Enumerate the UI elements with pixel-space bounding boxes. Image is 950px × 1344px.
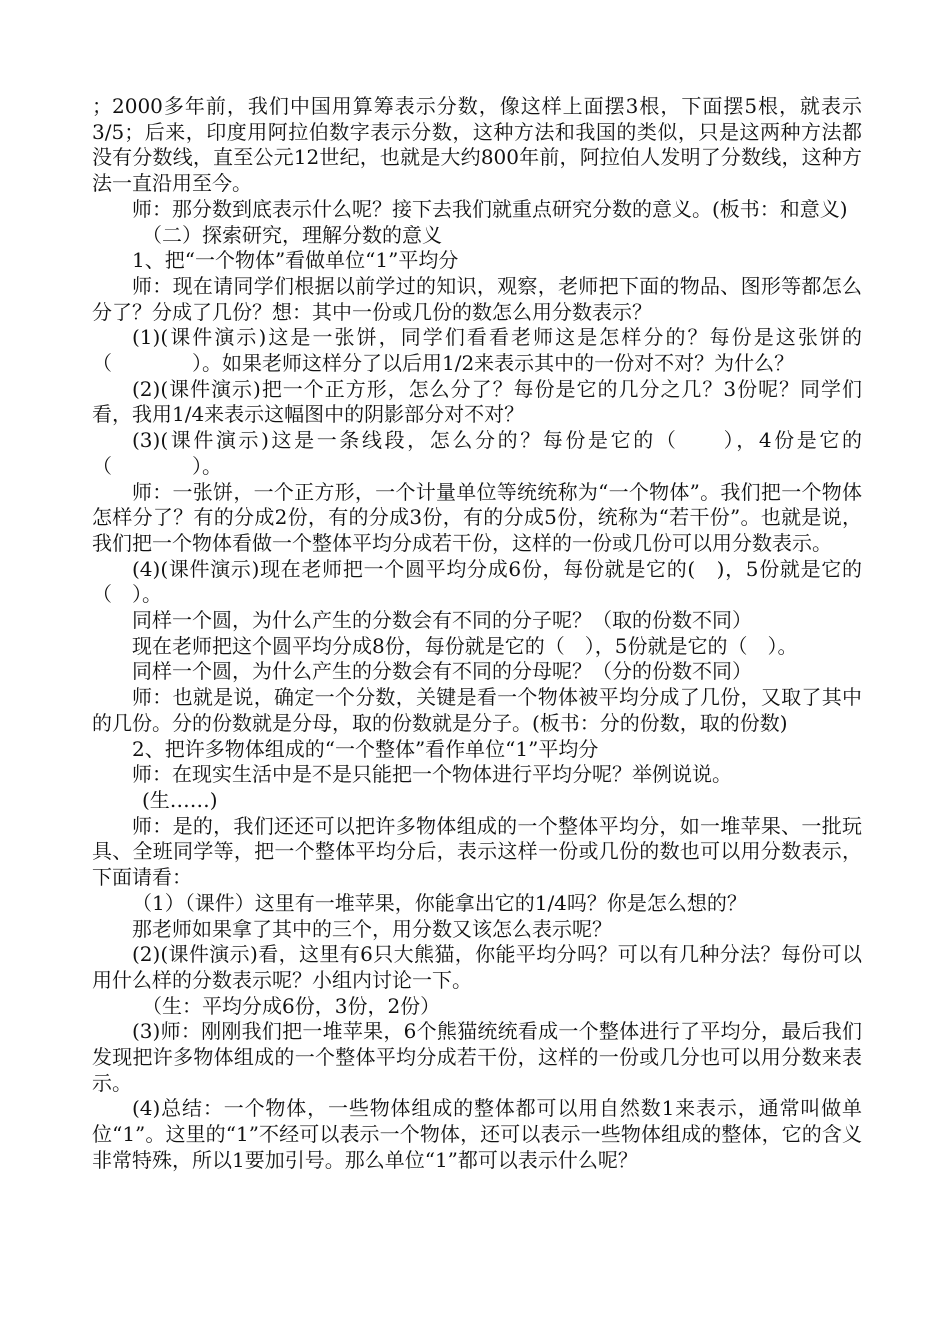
paragraph-segment: (3)(课件演示)这是一条线段，怎么分的？每份是它的（ ），4份是它的（ ）。 [92, 428, 862, 478]
paragraph-student-reply: (生……) [142, 787, 218, 812]
paragraph-denominator-question: 同样一个圆，为什么产生的分数会有不同的分母呢？（分的份数不同） [132, 659, 752, 684]
paragraph-apples: （1）（课件）这里有一堆苹果，你能拿出它的1/4吗？你是怎么想的？ [132, 890, 747, 915]
paragraph-history: ；2000多年前，我们中国用算筹表示分数，像这样上面摆3根，下面摆5根，就表示 3/5；后来，印度用阿拉伯数字表示分数，这种方法和我国的类似，只是这两种方法都没有分数线，直至公元12世纪，也就是大约800年前，阿拉伯人发明了分数线，这种方法一直沿用至今。 [92, 94, 882, 196]
paragraph-pandas: (2)(课件演示)看，这里有6只大熊猫，你能平均分吗？可以有几种分法？每份可以用什么样的分数表示呢？小组内讨论一下。 [92, 942, 862, 992]
paragraph-square: (2)(课件演示)把一个正方形，怎么分了？每份是它的几分之几？3份呢？同学们看，我用1/4来表示这幅图中的阴影部分对不对？ [92, 376, 862, 427]
subheading-one-object: 1、把“一个物体”看做单位“1”平均分 [132, 248, 459, 273]
paragraph-cake: (1)(课件演示)这是一张饼，同学们看看老师这是怎样分的？每份是这张饼的（ ）。如果老师这样分了以后用1/2来表示其中的一份对不对？为什么？ [92, 325, 862, 376]
subheading-whole: 2、把许多物体组成的“一个整体”看作单位“1”平均分 [132, 736, 599, 761]
lesson-text [92, 94, 882, 1174]
paragraph-observe: 师：现在请同学们根据以前学过的知识，观察，老师把下面的物品、图形等都怎么分了？分成了几份？想：其中一份或几份的数怎么用分数表示？ [92, 273, 862, 324]
paragraph-real-life: 师：在现实生活中是不是只能把一个物体进行平均分呢？举例说说。 [132, 762, 732, 787]
paragraph-apples-three: 那老师如果拿了其中的三个，用分数又该怎么表示呢？ [132, 916, 612, 941]
paragraph-teacher-question: 师：那分数到底表示什么呢？接下去我们就重点研究分数的意义。(板书：和意义) [132, 196, 848, 221]
paragraph-whole-summary: (3)师：刚刚我们把一堆苹果，6个熊猫统统看成一个整体进行了平均分，最后我们发现把许多物体组成的一个整体平均分成若干份，这样的一份或几分也可以用分数来表示。 [92, 1019, 862, 1095]
paragraph-fraction-key: 师：也就是说，确定一个分数，关键是看一个物体被平均分成了几份，又取了其中的几份。分的份数就是分母，取的份数就是分子。(板书：分的份数，取的份数) [92, 685, 862, 735]
paragraph-student-answer: （生：平均分成6份，3份，2份） [142, 993, 441, 1018]
paragraph-circle-eight: 现在老师把这个圆平均分成8份，每份就是它的（ ），5份就是它的（ ）。 [132, 633, 798, 658]
paragraph-one-object-summary: 师：一张饼，一个正方形，一个计量单位等统统称为“一个物体”。我们把一个物体怎样分了？有的分成2份，有的分成3份，有的分成5份，统称为“若干份”。也就是说，我们把一个物体看做一个整体平均分成若干份，这样的一份或几份可以用分数表示。 [92, 479, 862, 555]
section-heading-explore: （二）探索研究，理解分数的意义 [142, 222, 442, 247]
paragraph-unit-one: (4)总结：一个物体，一些物体组成的整体都可以用自然数1来表示，通常叫做单位“1”。这里的“1”不经可以表示一个物体，还可以表示一些物体组成的整体，它的含义非常特殊，所以1要加引号。那么单位“1”都可以表示什么呢？ [92, 1096, 862, 1172]
paragraph-circle-six: (4)(课件演示)现在老师把一个圆平均分成6份，每份就是它的( )，5份就是它的（ ）。 [92, 556, 862, 607]
paragraph-numerator-question: 同样一个圆，为什么产生的分数会有不同的分子呢？（取的份数不同） [132, 608, 752, 633]
paragraph-whole-explain: 师：是的，我们还还可以把许多物体组成的一个整体平均分，如一堆苹果、一批玩具、全班同学等，把一个整体平均分后，表示这样一份或几份的数也可以用分数表示，下面请看： [92, 813, 862, 890]
